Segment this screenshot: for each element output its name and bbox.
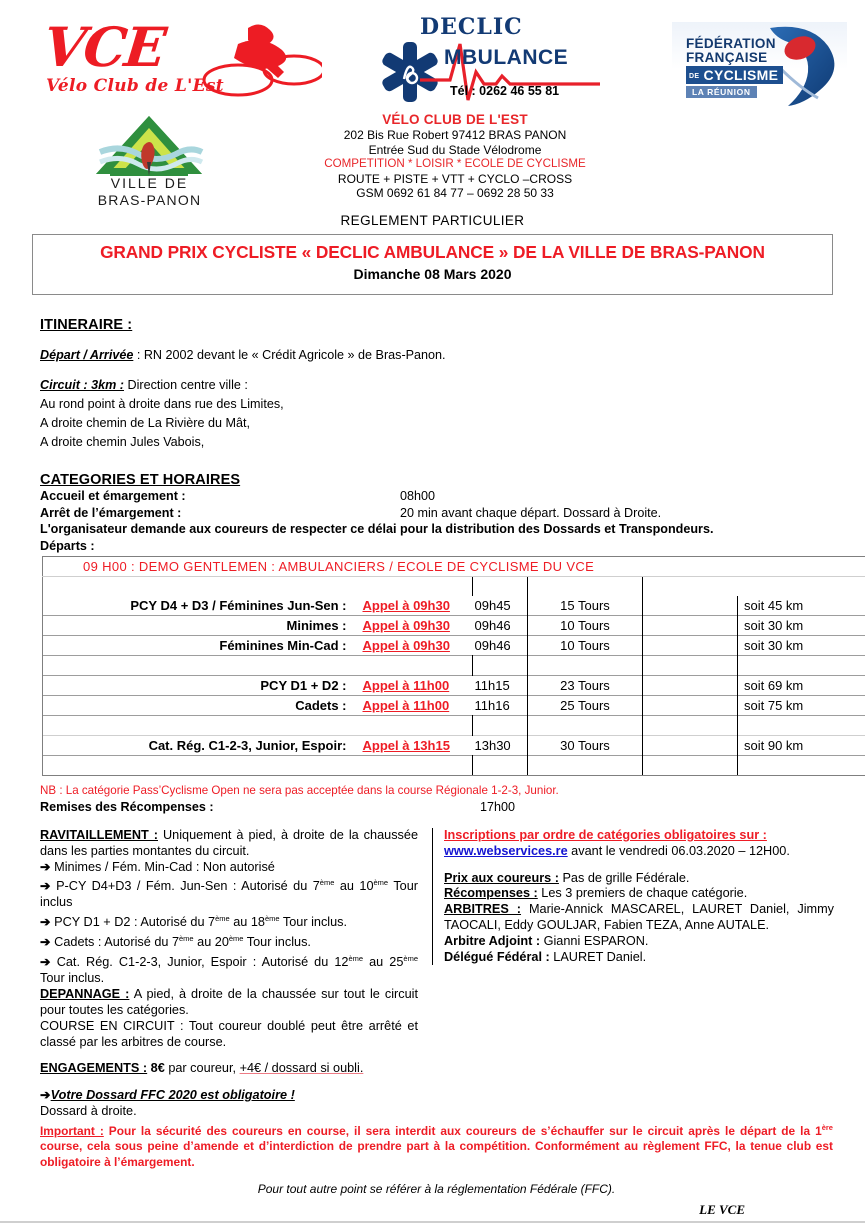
ravit-item-sup1: ème	[215, 914, 230, 924]
circuit-text: Direction centre ville :	[123, 378, 248, 392]
row-empty	[643, 596, 738, 616]
title-box	[32, 234, 833, 295]
ravit-item-mid: au 20	[193, 935, 229, 950]
row-distance: soit 69 km	[738, 676, 865, 696]
ffc-line1: FÉDÉRATION	[686, 36, 776, 51]
schedule-table	[42, 556, 865, 776]
ravit-item-mid: au 18	[229, 915, 265, 930]
prix-label: Prix aux coureurs :	[444, 870, 559, 885]
arrow-icon: ➔	[40, 935, 51, 950]
arrow-icon: ➔	[40, 915, 51, 930]
prix-block	[444, 871, 834, 887]
remises-row	[40, 799, 833, 815]
two-column-section	[40, 828, 834, 1118]
ffc-line3-main: CYCLISME	[703, 67, 779, 83]
declic-logo-text: DECLIC	[420, 14, 523, 40]
ravit-item-text: Minimes / Fém. Min-Cad : Non autorisé	[54, 859, 275, 874]
ravitaillement-label: RAVITAILLEMENT :	[40, 828, 158, 842]
club-disciplines-red: COMPETITION * LOISIR * ECOLE DE CYCLISME	[324, 157, 586, 170]
spacer-cell	[363, 756, 473, 776]
ravit-item-pre: Cadets : Autorisé du 7	[54, 935, 180, 950]
remises-value: 17h00	[480, 800, 516, 814]
inscriptions-website-line	[444, 844, 834, 860]
recompenses-label: Récompenses :	[444, 886, 538, 901]
row-appel: Appel à 09h30	[362, 598, 450, 613]
spacer-cell	[43, 756, 363, 776]
row-tours: 25 Tours	[528, 696, 643, 716]
row-appel: Appel à 09h30	[362, 638, 450, 653]
vce-logo-subtext: Vélo Club de L'Est	[46, 76, 224, 96]
itineraire-heading: ITINERAIRE :	[40, 317, 133, 333]
row-category: Cat. Rég. C1-2-3, Junior, Espoir:	[43, 736, 363, 756]
engagements-block	[40, 1061, 418, 1077]
arbitres-label: ARBITRES :	[444, 902, 522, 917]
row-distance: soit 75 km	[738, 696, 865, 716]
dossard-block	[40, 1088, 418, 1104]
ffc-line3	[686, 66, 783, 84]
table-row	[43, 676, 865, 696]
organisateur-note: L'organisateur demande aux coureurs de respecter ce délai pour la distribution des Dossards et Transpondeurs.	[40, 522, 714, 536]
ravit-item	[40, 951, 418, 987]
schedule-banner-row	[43, 557, 865, 577]
row-time: 09h46	[474, 618, 511, 633]
reglement-label: REGLEMENT PARTICULIER	[340, 213, 525, 228]
club-entrance: Entrée Sud du Stade Vélodrome	[368, 142, 542, 157]
spacer-cell	[473, 756, 528, 776]
circuit-label: Circuit : 3km :	[40, 378, 124, 392]
inscriptions-label: Inscriptions par ordre de catégories obligatoires sur :	[444, 828, 767, 842]
spacer-cell	[363, 656, 473, 676]
course-circuit-text: COURSE EN CIRCUIT : Tout coureur doublé peut être arrêté et classé par les arbitres de course.	[40, 1018, 418, 1049]
circuit-step-1: Au rond point à droite dans rue des Limites,	[40, 397, 284, 411]
spacer-cell	[528, 656, 643, 676]
row-category: Minimes :	[43, 616, 363, 636]
spacer-cell	[363, 716, 473, 736]
depart-arrivee-text: : RN 2002 devant le « Crédit Agricole » de Bras-Panon.	[133, 348, 446, 362]
club-name: VÉLO CLUB DE L'EST	[382, 112, 528, 127]
right-column	[444, 828, 834, 965]
circuit-step-3: A droite chemin Jules Vabois,	[40, 435, 205, 449]
table-row	[43, 596, 865, 616]
row-tours: 10 Tours	[528, 616, 643, 636]
row-empty	[643, 616, 738, 636]
row-appel: Appel à 11h00	[362, 678, 450, 693]
spacer-cell	[738, 656, 865, 676]
depannage-block	[40, 987, 418, 1019]
document-footer	[0, 1120, 865, 1218]
ravit-item-sup1: ème	[319, 878, 335, 888]
event-date: Dimanche 08 Mars 2020	[353, 266, 512, 282]
arrow-icon: ➔	[40, 859, 51, 874]
important-label: Important :	[40, 1123, 104, 1138]
accueil-value: 08h00	[400, 489, 436, 503]
ville-line1: VILLE DE	[110, 175, 189, 191]
row-category: Féminines Min-Cad :	[43, 636, 363, 656]
spacer-cell	[738, 577, 865, 597]
spacer-cell	[363, 577, 473, 597]
ravitaillement-text: Uniquement à pied, à droite de la chaussée dans les parties montantes du circuit.	[40, 828, 418, 858]
arret-label: Arrêt de l’émargement :	[40, 505, 182, 520]
arbitre-adjoint-text: Gianni ESPARON.	[540, 933, 649, 948]
ravit-item-sup2: ème	[264, 914, 280, 924]
ravit-item-post: Tour inclus	[40, 879, 419, 910]
ravit-item-pre: P-CY D4+D3 / Fém. Jun-Sen : Autorisé du 7	[56, 879, 320, 894]
spacer-cell	[43, 577, 363, 597]
spacer-cell	[43, 656, 363, 676]
row-empty	[643, 636, 738, 656]
circuit-line	[40, 377, 833, 393]
inscriptions-block	[444, 828, 834, 844]
spacer-cell	[643, 577, 738, 597]
schedule-spacer-row-4	[43, 756, 865, 776]
engagements-extra: +4€ / dossard si oubli.	[239, 1061, 364, 1076]
document-content	[0, 317, 865, 1118]
spacer-cell	[473, 577, 528, 597]
important-part1: Pour la sécurité des coureurs en course, il sera interdit aux coureurs de s’échauffer sur le circuit après le départ de la 1	[103, 1123, 822, 1138]
row-time: 09h46	[474, 638, 511, 653]
ffc-line2: FRANÇAISE	[686, 50, 768, 65]
depannage-label: DEPANNAGE :	[40, 987, 130, 1002]
table-row	[43, 616, 865, 636]
vce-logo-text: VCE	[40, 15, 168, 79]
row-time: 11h16	[474, 698, 510, 713]
bottom-divider	[0, 1221, 865, 1223]
nb-note: NB : La catégorie Pass’Cyclisme Open ne sera pas acceptée dans la course Régionale 1-2-3, Junior.	[40, 784, 559, 797]
schedule-spacer-row-3	[43, 716, 865, 736]
spacer-cell	[473, 656, 528, 676]
ravit-item-post: Tour inclus.	[40, 971, 105, 986]
ravit-item-sup2: ème	[373, 878, 389, 888]
arret-row	[40, 505, 833, 522]
row-empty	[643, 676, 738, 696]
club-address-block	[255, 112, 655, 201]
spacer-cell	[43, 716, 363, 736]
delegue-block	[444, 950, 834, 966]
remises-label: Remises des Récompenses	[40, 800, 206, 814]
depart-arrivee-label: Départ / Arrivée	[40, 348, 134, 362]
spacer-cell	[473, 716, 528, 736]
schedule-spacer-row-1	[43, 577, 865, 597]
row-distance: soit 90 km	[738, 736, 865, 756]
engagements-amount: 8€	[147, 1061, 165, 1076]
arrow-icon: ➔	[40, 1088, 51, 1103]
row-appel: Appel à 09h30	[362, 618, 450, 633]
arbitre-adjoint-block	[444, 934, 834, 950]
arrow-icon: ➔	[40, 955, 51, 970]
ville-bras-panon-logo	[62, 112, 237, 217]
spacer-cell	[528, 577, 643, 597]
declic-ambulance-logo	[372, 14, 600, 114]
ravit-item-sup1: ème	[348, 954, 364, 964]
important-note	[40, 1120, 833, 1170]
ravit-item-sup1: ème	[179, 934, 194, 944]
row-empty	[643, 736, 738, 756]
ravit-item-mid: au 25	[363, 955, 404, 970]
row-appel: Appel à 13h15	[362, 738, 450, 753]
spacer-cell	[643, 756, 738, 776]
important-part2: course, cela sous peine d’amende et d’interdiction de prendre part à la compétition. Conformément au règlement FFC, la tenue club est obligatoire à l’émargement.	[40, 1139, 833, 1169]
important-sup: ère	[821, 1122, 833, 1132]
arbitre-adjoint-label: Arbitre Adjoint :	[444, 933, 541, 948]
arbitres-text: Marie-Annick MASCAREL, LAURET Daniel, Jimmy TAOCALI, Eddy GOULJAR, Fabien TEZA, Anne AUTALE.	[444, 902, 834, 932]
ravitaillement-block	[40, 828, 418, 860]
ravit-item	[40, 911, 418, 931]
club-phones: GSM 0692 61 84 77 – 0692 28 50 33	[356, 186, 554, 200]
arret-value: 20 min avant chaque départ. Dossard à Droite.	[400, 505, 662, 520]
spacer-cell	[643, 656, 738, 676]
row-distance: soit 30 km	[738, 636, 865, 656]
ville-line2: BRAS-PANON	[97, 192, 202, 208]
row-category: Cadets :	[43, 696, 363, 716]
recompenses-text: Les 3 premiers de chaque catégorie.	[537, 886, 748, 901]
row-time: 11h15	[474, 678, 510, 693]
ffc-line4: LA RÉUNION	[686, 86, 757, 98]
row-tours: 10 Tours	[528, 636, 643, 656]
ravit-item	[40, 860, 418, 876]
club-disciplines: ROUTE + PISTE + VTT + CYCLO –CROSS	[337, 171, 573, 186]
table-row	[43, 636, 865, 656]
spacer-cell	[738, 756, 865, 776]
spacer-cell	[528, 716, 643, 736]
row-category: PCY D1 + D2 :	[43, 676, 363, 696]
engagements-label: ENGAGEMENTS :	[40, 1061, 148, 1076]
page-title: GRAND PRIX CYCLISTE « DECLIC AMBULANCE » DE LA VILLE DE BRAS-PANON	[100, 242, 765, 262]
row-tours: 15 Tours	[528, 596, 643, 616]
website-link[interactable]: www.webservices.re	[444, 843, 568, 858]
reference-note: Pour tout autre point se référer à la réglementation Fédérale (FFC).	[257, 1182, 616, 1197]
declic-phone: Tél : 0262 46 55 81	[450, 84, 560, 98]
row-distance: soit 45 km	[738, 596, 865, 616]
ravit-item-sup2: ème	[403, 954, 418, 964]
ambulance-logo-text: MBULANCE	[444, 46, 569, 69]
delegue-text: LAURET Daniel.	[549, 949, 647, 964]
left-column	[40, 828, 418, 1120]
schedule-spacer-row-2	[43, 656, 865, 676]
accueil-label: Accueil et émargement :	[40, 489, 186, 503]
ravit-item-post: Tour inclus.	[279, 915, 348, 930]
row-empty	[643, 696, 738, 716]
spacer-cell	[738, 716, 865, 736]
signature: LE VCE	[699, 1202, 745, 1218]
ravit-item-post: Tour inclus.	[243, 935, 311, 950]
remises-sep: :	[205, 800, 214, 814]
table-row	[43, 736, 865, 756]
ravit-item	[40, 875, 418, 911]
categories-heading: CATEGORIES ET HORAIRES	[40, 472, 241, 488]
ffc-reunion-logo	[672, 22, 847, 108]
ffc-line3-prefix: DE	[689, 72, 700, 80]
spacer-cell	[528, 756, 643, 776]
row-tours: 23 Tours	[528, 676, 643, 696]
engagements-text: par coureur,	[164, 1061, 240, 1076]
depannage-text: A pied, à droite de la chaussée sur tout le circuit pour toutes les catégories.	[40, 987, 418, 1017]
row-category: PCY D4 + D3 / Féminines Jun-Sen :	[43, 596, 363, 616]
depart-arrivee-line	[40, 347, 833, 363]
recompenses-block	[444, 886, 834, 902]
dossard-note: Dossard à droite.	[40, 1103, 137, 1118]
row-time: 09h45	[474, 598, 511, 613]
prix-text: Pas de grille Fédérale.	[558, 870, 690, 885]
row-distance: soit 30 km	[738, 616, 865, 636]
ravit-item-mid: au 10	[334, 879, 374, 894]
circuit-step-2: A droite chemin de La Rivière du Mât,	[40, 416, 251, 430]
club-street: 202 Bis Rue Robert 97412 BRAS PANON	[343, 128, 567, 142]
row-tours: 30 Tours	[528, 736, 643, 756]
schedule-banner: 09 H00 : DEMO GENTLEMEN : AMBULANCIERS / ECOLE DE CYCLISME DU VCE	[43, 557, 865, 577]
arbitres-block	[444, 902, 834, 934]
logo-header	[0, 0, 865, 215]
spacer-cell	[643, 716, 738, 736]
departs-label: Départs :	[40, 538, 95, 553]
ravit-item-pre: Cat. Rég. C1-2-3, Junior, Espoir : Autorisé du 12	[56, 955, 349, 970]
ravit-item	[40, 931, 418, 951]
inscriptions-deadline: avant le vendredi 06.03.2020 – 12H00.	[567, 843, 790, 858]
table-row	[43, 696, 865, 716]
vce-logo	[40, 15, 322, 113]
row-time: 13h30	[474, 738, 511, 753]
delegue-label: Délégué Fédéral :	[444, 949, 550, 964]
row-appel: Appel à 11h00	[362, 698, 450, 713]
accueil-row	[40, 488, 833, 505]
dossard-obligatoire: Votre Dossard FFC 2020 est obligatoire !	[50, 1088, 295, 1103]
ravit-item-pre: PCY D1 + D2 : Autorisé du 7	[54, 915, 216, 930]
ravit-item-sup2: ème	[228, 934, 244, 944]
arrow-icon: ➔	[40, 879, 51, 894]
